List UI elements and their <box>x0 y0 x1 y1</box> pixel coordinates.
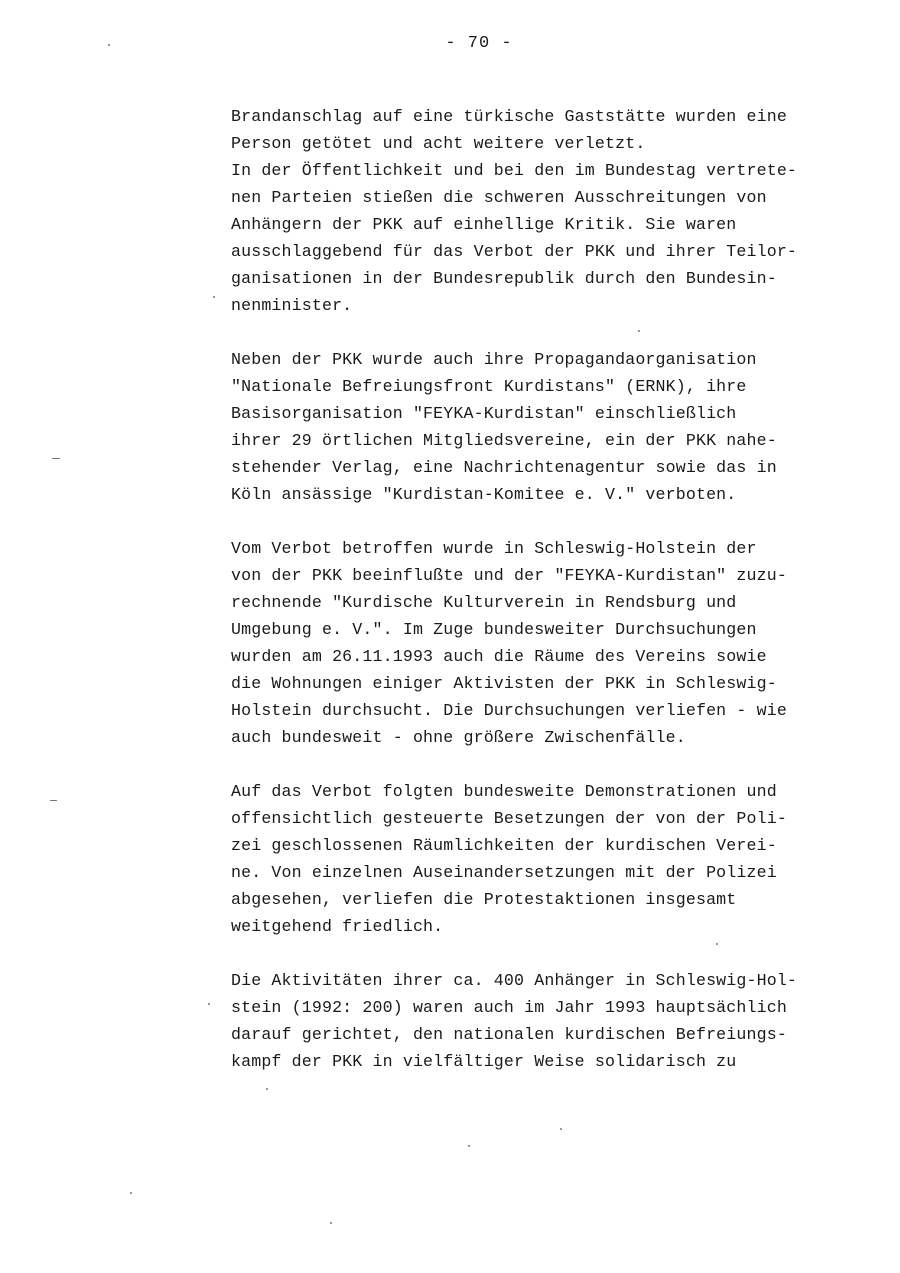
text-line: ihrer 29 örtlichen Mitgliedsvereine, ein der PKK nahe- <box>231 431 777 450</box>
text-line: ne. Von einzelnen Auseinandersetzungen mit der Polizei <box>231 863 777 882</box>
paragraph-5 <box>231 967 871 1075</box>
text-line: stein (1992: 200) waren auch im Jahr 1993 hauptsächlich <box>231 998 787 1017</box>
page-number: - 70 - <box>445 34 513 53</box>
text-line: auch bundesweit - ohne größere Zwischenfälle. <box>231 728 686 747</box>
scan-speck <box>330 1222 332 1224</box>
text-line: Die Aktivitäten ihrer ca. 400 Anhänger in Schleswig-Hol- <box>231 971 798 990</box>
text-line: Brandanschlag auf eine türkische Gaststätte wurden eine <box>231 107 787 126</box>
scan-speck <box>716 943 718 945</box>
text-line: Holstein durchsucht. Die Durchsuchungen verliefen - wie <box>231 701 787 720</box>
scan-speck <box>52 458 60 459</box>
scan-speck <box>50 800 57 801</box>
text-line: nen Parteien stießen die schweren Ausschreitungen von <box>231 188 767 207</box>
scan-speck <box>208 1003 210 1005</box>
scan-speck <box>560 1128 562 1130</box>
text-line: von der PKK beeinflußte und der "FEYKA-Kurdistan" zuzu- <box>231 566 787 585</box>
text-line: In der Öffentlichkeit und bei den im Bundestag vertrete- <box>231 161 798 180</box>
text-line: Anhängern der PKK auf einhellige Kritik. Sie waren <box>231 215 737 234</box>
text-line: Umgebung e. V.". Im Zuge bundesweiter Durchsuchungen <box>231 620 757 639</box>
text-line: Person getötet und acht weitere verletzt. <box>231 134 646 153</box>
text-line: Basisorganisation "FEYKA-Kurdistan" einschließlich <box>231 404 737 423</box>
paragraph-3 <box>231 535 871 751</box>
text-line: weitgehend friedlich. <box>231 917 444 936</box>
text-line: kampf der PKK in vielfältiger Weise solidarisch zu <box>231 1052 737 1071</box>
text-line: ganisationen in der Bundesrepublik durch den Bundesin- <box>231 269 777 288</box>
text-line: Neben der PKK wurde auch ihre Propagandaorganisation <box>231 350 757 369</box>
scan-speck <box>638 330 640 332</box>
text-line: zei geschlossenen Räumlichkeiten der kurdischen Verei- <box>231 836 777 855</box>
text-line: stehender Verlag, eine Nachrichtenagentur sowie das in <box>231 458 777 477</box>
scan-speck <box>213 296 215 298</box>
text-line: "Nationale Befreiungsfront Kurdistans" (ERNK), ihre <box>231 377 747 396</box>
text-line: Vom Verbot betroffen wurde in Schleswig-Holstein der <box>231 539 757 558</box>
text-line: nenminister. <box>231 296 353 315</box>
paragraph-1 <box>231 103 871 319</box>
body-text <box>231 103 871 1102</box>
text-line: wurden am 26.11.1993 auch die Räume des Vereins sowie <box>231 647 767 666</box>
text-line: offensichtlich gesteuerte Besetzungen der von der Poli- <box>231 809 787 828</box>
scan-speck <box>130 1192 132 1194</box>
text-line: darauf gerichtet, den nationalen kurdischen Befreiungs- <box>231 1025 787 1044</box>
text-line: abgesehen, verliefen die Protestaktionen insgesamt <box>231 890 737 909</box>
paragraph-4 <box>231 778 871 940</box>
text-line: ausschlaggebend für das Verbot der PKK und ihrer Teilor- <box>231 242 798 261</box>
text-line: Köln ansässige "Kurdistan-Komitee e. V." verboten. <box>231 485 737 504</box>
paragraph-2 <box>231 346 871 508</box>
text-line: die Wohnungen einiger Aktivisten der PKK in Schleswig- <box>231 674 777 693</box>
text-line: Auf das Verbot folgten bundesweite Demonstrationen und <box>231 782 777 801</box>
scan-speck <box>468 1145 470 1147</box>
scan-speck <box>108 44 110 46</box>
text-line: rechnende "Kurdische Kulturverein in Rendsburg und <box>231 593 737 612</box>
scan-speck <box>266 1088 268 1090</box>
